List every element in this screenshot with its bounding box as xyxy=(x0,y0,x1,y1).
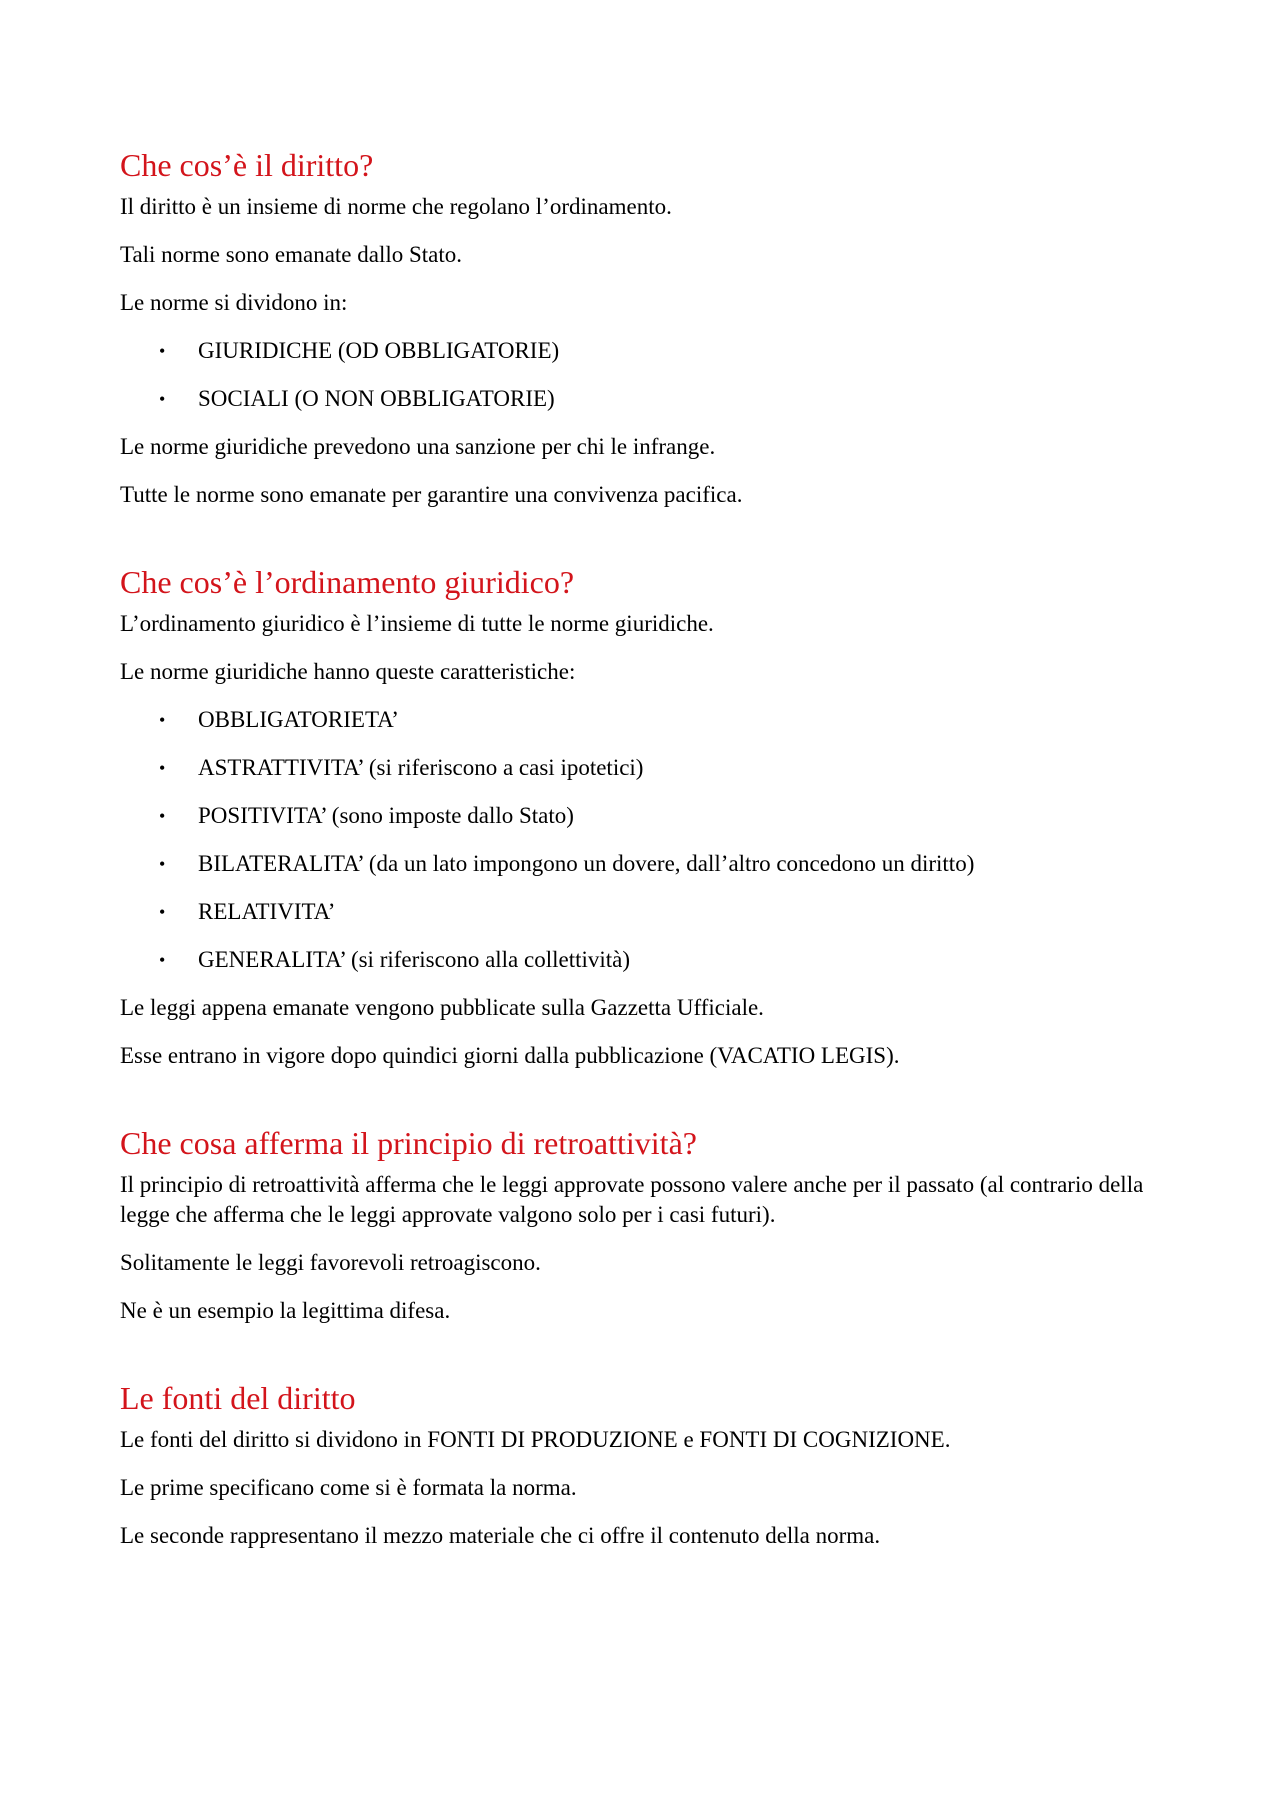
bullet-icon: • xyxy=(159,341,166,361)
paragraph: Solitamente le leggi favorevoli retroagiscono. xyxy=(120,1250,541,1275)
section-retroattivita xyxy=(120,1124,1160,1326)
section-heading: Che cosa afferma il principio di retroattività? xyxy=(120,1125,697,1161)
section-heading: Che cos’è il diritto? xyxy=(120,147,374,183)
bullet-list xyxy=(120,705,1160,975)
section-fonti xyxy=(120,1379,1160,1551)
section-heading: Che cos’è l’ordinamento giuridico? xyxy=(120,564,575,600)
bullet-icon: • xyxy=(159,758,166,778)
list-item-text: RELATIVITA’ xyxy=(198,899,336,924)
section-heading: Le fonti del diritto xyxy=(120,1380,356,1416)
list-item-text: SOCIALI (O NON OBBLIGATORIE) xyxy=(198,386,555,411)
paragraph: L’ordinamento giuridico è l’insieme di tutte le norme giuridiche. xyxy=(120,611,714,636)
paragraph: Tali norme sono emanate dallo Stato. xyxy=(120,242,463,267)
bullet-icon: • xyxy=(159,806,166,826)
document-page xyxy=(120,146,1160,1569)
list-item-text: BILATERALITA’ (da un lato impongono un dovere, dall’altro concedono un diritto) xyxy=(198,851,975,876)
paragraph: Le norme giuridiche prevedono una sanzione per chi le infrange. xyxy=(120,434,716,459)
list-item-text: ASTRATTIVITA’ (si riferiscono a casi ipotetici) xyxy=(198,755,644,780)
list-item-text: GIURIDICHE (OD OBBLIGATORIE) xyxy=(198,338,560,363)
bullet-icon: • xyxy=(159,950,166,970)
list-item xyxy=(120,801,1160,831)
paragraph: Il diritto è un insieme di norme che regolano l’ordinamento. xyxy=(120,194,672,219)
bullet-icon: • xyxy=(159,902,166,922)
paragraph: Il principio di retroattività afferma che le leggi approvate possono valere anche per il passato (al contrario della legge che afferma che le leggi approvate valgono solo per i casi futuri). xyxy=(120,1172,1144,1227)
bullet-icon: • xyxy=(159,854,166,874)
list-item xyxy=(120,705,1160,735)
paragraph: Le fonti del diritto si dividono in FONTI DI PRODUZIONE e FONTI DI COGNIZIONE. xyxy=(120,1427,951,1452)
list-item xyxy=(120,849,1160,879)
list-item-text: POSITIVITA’ (sono imposte dallo Stato) xyxy=(198,803,574,828)
paragraph: Le leggi appena emanate vengono pubblicate sulla Gazzetta Ufficiale. xyxy=(120,995,764,1020)
paragraph: Le seconde rappresentano il mezzo materiale che ci offre il contenuto della norma. xyxy=(120,1523,881,1548)
paragraph: Esse entrano in vigore dopo quindici giorni dalla pubblicazione (VACATIO LEGIS). xyxy=(120,1043,900,1068)
list-item xyxy=(120,384,1160,414)
list-item xyxy=(120,897,1160,927)
paragraph: Tutte le norme sono emanate per garantire una convivenza pacifica. xyxy=(120,482,743,507)
list-item-text: GENERALITA’ (si riferiscono alla collettività) xyxy=(198,947,631,972)
list-item-text: OBBLIGATORIETA’ xyxy=(198,707,399,732)
bullet-icon: • xyxy=(159,710,166,730)
list-item xyxy=(120,336,1160,366)
list-item xyxy=(120,753,1160,783)
section-diritto xyxy=(120,146,1160,510)
bullet-list xyxy=(120,336,1160,414)
paragraph: Ne è un esempio la legittima difesa. xyxy=(120,1298,451,1323)
paragraph: Le prime specificano come si è formata la norma. xyxy=(120,1475,577,1500)
paragraph: Le norme giuridiche hanno queste caratteristiche: xyxy=(120,659,576,684)
paragraph: Le norme si dividono in: xyxy=(120,290,348,315)
bullet-icon: • xyxy=(159,389,166,409)
list-item xyxy=(120,945,1160,975)
section-ordinamento xyxy=(120,563,1160,1071)
